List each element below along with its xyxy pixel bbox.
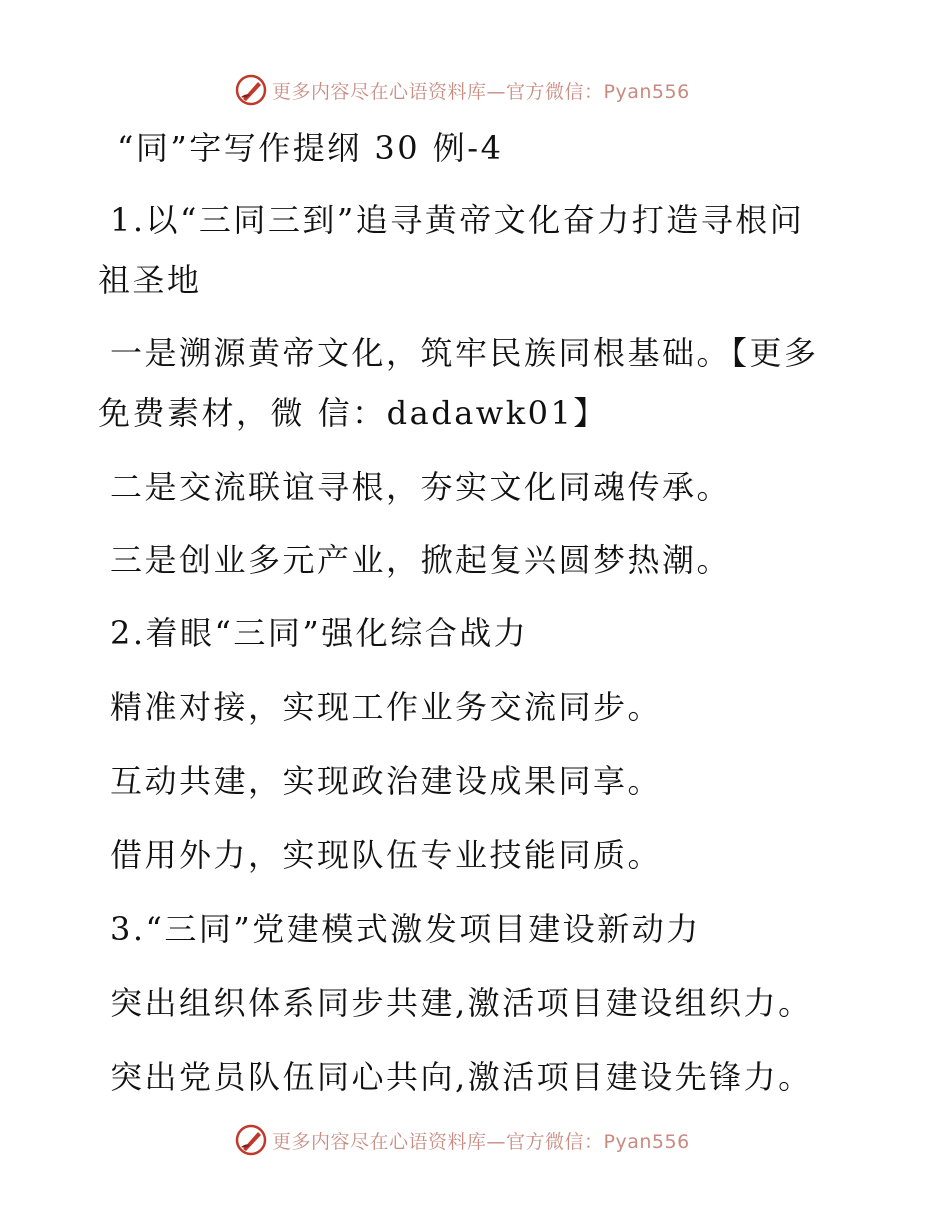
text-line: 突出组织体系同步共建,激活项目建设组织力。 [110,984,813,1022]
footer-watermark [234,1120,754,1160]
text-line: 三是创业多元产业，掀起复兴圆梦热潮。 [110,541,732,579]
watermark-text: 更多内容尽在心语资料库—官方微信：Pyan556 [272,1130,690,1153]
document-title: “同”字写作提纲 30 例-4 [117,129,504,167]
watermark-text: 更多内容尽在心语资料库—官方微信：Pyan556 [272,80,690,103]
text-line: 突出党员队伍同心共向,激活项目建设先锋力。 [110,1058,813,1096]
header-watermark [234,70,754,110]
text-line: 借用外力，实现队伍专业技能同质。 [110,836,663,874]
brush-logo-icon [234,73,268,107]
text-line: 免费素材，微 信：dadawk01】 [98,394,608,432]
text-line: 3.“三同”党建模式激发项目建设新动力 [110,910,701,948]
text-line: 二是交流联谊寻根，夯实文化同魂传承。 [110,468,732,506]
text-line: 精准对接，实现工作业务交流同步。 [110,688,663,726]
text-line: 2.着眼“三同”强化综合战力 [110,614,529,652]
text-line: 祖圣地 [98,261,202,299]
brush-logo-icon [234,1123,268,1157]
text-line: 1.以“三同三到”追寻黄帝文化奋力打造寻根问 [110,201,805,239]
text-line: 一是溯源黄帝文化，筑牢民族同根基础。【更多 [110,334,819,372]
text-line: 互动共建，实现政治建设成果同享。 [110,762,663,800]
